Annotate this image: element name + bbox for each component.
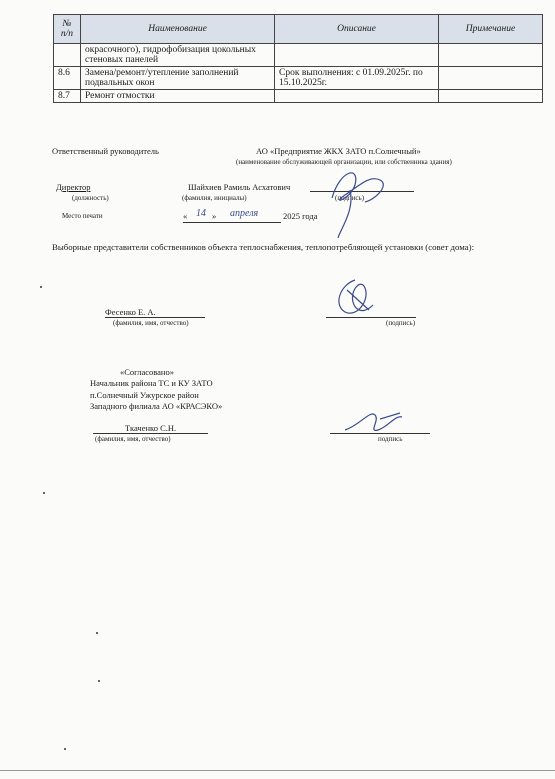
responsible-label: Ответственный руководитель xyxy=(52,146,159,156)
cell-description: Срок выполнения: с 01.09.2025г. по 15.10.2025г. xyxy=(275,67,439,90)
scan-speck xyxy=(43,492,45,494)
cell-name: окрасочного), гидрофобизация цокольных стеновых панелей xyxy=(81,44,275,67)
agreed-line3: Западного филиала АО «КРАСЭКО» xyxy=(90,401,223,411)
header-number: № п/п xyxy=(54,15,81,44)
cell-note xyxy=(439,44,543,67)
agreed-line1: Начальник района ТС и КУ ЗАТО xyxy=(90,378,213,388)
agreed-signature-caption: подпись xyxy=(378,435,403,443)
stamp-place-label: Место печати xyxy=(62,212,103,220)
representative-name-line xyxy=(105,317,205,318)
representative-name-caption: (фамилия, имя, отчество) xyxy=(113,319,189,327)
representative-name: Фесенко Е. А. xyxy=(105,307,156,317)
organization-caption: (наименование обслуживающей организации, или собственника здания) xyxy=(236,158,452,166)
works-table xyxy=(53,14,543,103)
header-description: Описание xyxy=(275,15,439,44)
bottom-edge xyxy=(0,770,555,771)
cell-number xyxy=(54,44,81,67)
header-note: Примечание xyxy=(439,15,543,44)
agreed-name-caption: (фамилия, имя, отчество) xyxy=(95,435,171,443)
date-year: 2025 года xyxy=(283,211,318,221)
position-value: Директор xyxy=(56,182,91,192)
agreed-signature xyxy=(340,405,410,440)
table-row xyxy=(54,44,543,67)
scan-speck xyxy=(64,748,66,750)
agreed-name-line xyxy=(93,433,208,434)
cell-name: Ремонт отмостки xyxy=(81,90,275,103)
date-day: 14 xyxy=(196,208,206,219)
agreed-label: «Согласовано» xyxy=(120,367,174,377)
signature-caption: (подпись) xyxy=(335,194,365,202)
cell-note xyxy=(439,67,543,90)
table-row xyxy=(54,90,543,103)
scan-speck xyxy=(98,680,100,682)
scan-speck xyxy=(96,632,98,634)
table-row xyxy=(54,67,543,90)
representative-signature xyxy=(325,270,395,325)
cell-description xyxy=(275,44,439,67)
cell-note xyxy=(439,90,543,103)
person-name: Шайхиев Рамиль Асхатович xyxy=(188,182,291,192)
cell-number: 8.7 xyxy=(54,90,81,103)
date-quote-close: » xyxy=(212,211,217,221)
name-caption: (фамилия, инициалы) xyxy=(182,194,247,202)
representative-signature-caption: (подпись) xyxy=(386,319,416,327)
agreed-person-name: Ткаченко С.Н. xyxy=(125,423,177,433)
representatives-heading: Выборные представители собственников объекта теплоснабжения, теплопотребляющей установки (совет дома): xyxy=(52,242,475,252)
scan-speck xyxy=(40,286,42,288)
date-underline xyxy=(183,222,281,223)
cell-name: Замена/ремонт/утепление заполнений подвальных окон xyxy=(81,67,275,90)
date-quote-open: « xyxy=(183,211,188,221)
position-caption: (должность) xyxy=(72,194,109,202)
manager-signature xyxy=(300,160,410,240)
organization-name: АО «Предприятие ЖКХ ЗАТО п.Солнечный» xyxy=(256,146,421,156)
date-month: апреля xyxy=(230,208,259,219)
agreed-line2: п.Солнечный Ужурское район xyxy=(90,390,199,400)
header-name: Наименование xyxy=(81,15,275,44)
table-header-row xyxy=(54,15,543,44)
cell-number: 8.6 xyxy=(54,67,81,90)
cell-description xyxy=(275,90,439,103)
